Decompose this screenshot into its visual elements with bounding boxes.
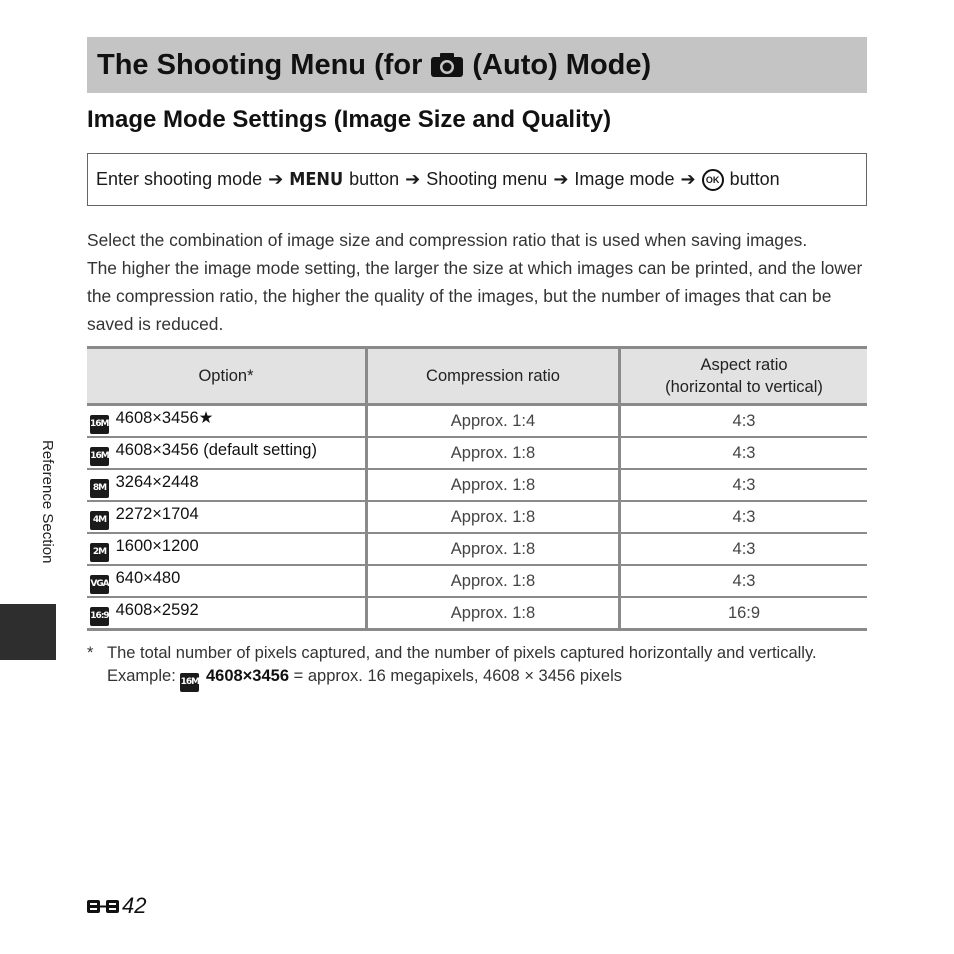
arrow-icon: ➔ [553,169,569,189]
page-subtitle: Image Mode Settings (Image Size and Quality) [87,106,612,133]
section-title-after: (Auto) Mode) [472,48,652,81]
compression-cell: Approx. 1:8 [367,597,620,630]
option-cell [87,597,367,630]
nav-step-image-mode: Image mode [574,169,675,189]
header-option: Option* [87,348,367,405]
table-footnote [87,642,887,692]
footnote-text: The total number of pixels captured, and the number of pixels captured horizontally and vertically. [107,644,817,662]
option-label: 1600×1200 [115,536,199,555]
image-mode-4m-icon: 4M [90,511,109,530]
compression-cell: Approx. 1:8 [367,533,620,565]
table-row [87,565,867,597]
image-mode-16m-star-icon: 16M* [90,415,109,434]
page-number-text: 42 [122,893,147,918]
example-size: 4608×3456 [205,667,290,685]
menu-button-icon: MENU [289,169,344,190]
compression-cell: Approx. 1:8 [367,469,620,501]
option-cell [87,501,367,533]
option-label: 3264×2448 [115,472,199,491]
arrow-icon: ➔ [268,169,284,189]
option-cell [87,533,367,565]
table-row [87,597,867,630]
section-tab-marker [0,604,56,660]
intro-paragraph: The higher the image mode setting, the larger the size at which images can be printed, and the lower the compression ratio, the higher the quality of the images, but the number of images that can be saved is reduced. [87,258,863,334]
option-label: 4608×2592 [115,600,199,619]
aspect-cell: 4:3 [620,405,868,438]
table-row [87,469,867,501]
camera-auto-icon [430,52,464,78]
compression-cell: Approx. 1:8 [367,565,620,597]
intro-text [87,226,877,338]
compression-cell: Approx. 1:4 [367,405,620,438]
footnote-line [87,642,887,665]
footnote-example [87,665,887,692]
section-title [87,37,867,93]
example-rest: = approx. 16 megapixels, 4608 × 3456 pixels [293,667,623,685]
header-aspect-line1: Aspect ratio [700,356,788,374]
table-row [87,501,867,533]
page-number [87,893,146,919]
table-row [87,533,867,565]
option-label: 4608×3456 (default setting) [115,440,317,459]
option-cell [87,565,367,597]
header-aspect-line2: (horizontal to vertical) [665,378,823,396]
header-compression: Compression ratio [367,348,620,405]
menu-path-box [87,153,867,206]
option-label: 2272×1704 [115,504,199,523]
intro-paragraph: Select the combination of image size and compression ratio that is used when saving images. [87,230,808,250]
nav-step-enter: Enter shooting mode [96,169,263,189]
option-label: 4608×3456★ [115,409,214,427]
nav-step-button: button [349,169,400,189]
arrow-icon: ➔ [680,169,696,189]
table-header-row [87,348,867,405]
option-label: 640×480 [115,568,181,587]
aspect-cell: 16:9 [620,597,868,630]
aspect-cell: 4:3 [620,501,868,533]
ok-button-icon: OK [702,169,724,191]
nav-step-ok-button: button [729,169,780,189]
aspect-cell: 4:3 [620,565,868,597]
section-side-label: Reference Section [39,440,56,564]
aspect-cell: 4:3 [620,469,868,501]
compression-cell: Approx. 1:8 [367,437,620,469]
image-mode-8m-icon: 8M [90,479,109,498]
option-cell [87,405,367,438]
table-row [87,405,867,438]
image-mode-2m-icon: 2M [90,543,109,562]
image-mode-16m-icon: 16M [180,673,199,692]
image-mode-vga-icon: VGA [90,575,109,594]
image-mode-16m-icon: 16M [90,447,109,466]
image-mode-table [87,346,867,631]
example-label: Example: [107,667,176,685]
nav-step-shooting-menu: Shooting menu [426,169,548,189]
reference-section-e-icon [87,896,121,916]
option-cell [87,469,367,501]
image-mode-16-9-icon: 16:9 [90,607,109,626]
section-title-before: The Shooting Menu (for [97,48,423,81]
aspect-cell: 4:3 [620,533,868,565]
header-aspect [620,348,868,405]
option-cell [87,437,367,469]
compression-cell: Approx. 1:8 [367,501,620,533]
aspect-cell: 4:3 [620,437,868,469]
table-row [87,437,867,469]
footnote-mark: * [87,644,94,662]
arrow-icon: ➔ [405,169,421,189]
